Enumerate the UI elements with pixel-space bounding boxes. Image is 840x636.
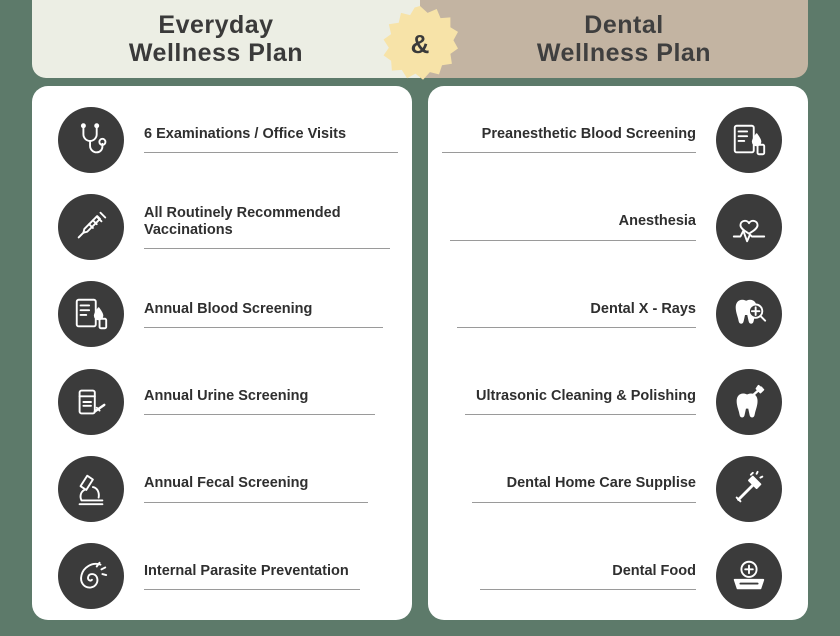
heart-monitor-icon [716, 194, 782, 260]
divider [144, 248, 390, 249]
stethoscope-icon [58, 107, 124, 173]
divider [144, 152, 398, 153]
list-item-content [140, 126, 402, 153]
divider [465, 414, 696, 415]
list-item-label: Internal Parasite Preventation [144, 562, 349, 579]
list-item-content [438, 563, 700, 590]
right-plan-title-line1: Dental [584, 11, 664, 39]
list-item-label: Dental Food [612, 562, 696, 579]
syringe-icon [58, 194, 124, 260]
food-bowl-icon [716, 543, 782, 609]
list-item-content [140, 475, 402, 502]
list-item-content [140, 301, 402, 328]
list-item-content [438, 301, 700, 328]
list-item[interactable] [32, 271, 412, 358]
toothbrush-icon [716, 456, 782, 522]
list-item-content [140, 563, 402, 590]
ampersand-starburst [382, 6, 458, 82]
list-item-label: Preanesthetic Blood Screening [481, 125, 696, 142]
list-item[interactable] [428, 183, 808, 270]
list-item[interactable] [428, 96, 808, 183]
urine-sample-icon [58, 369, 124, 435]
list-item-content [438, 475, 700, 502]
divider [144, 502, 368, 503]
microscope-icon [58, 456, 124, 522]
divider [144, 589, 360, 590]
divider [457, 327, 696, 328]
list-item-label: 6 Examinations / Office Visits [144, 125, 347, 142]
list-item-label: Annual Blood Screening [144, 300, 313, 317]
divider [144, 327, 383, 328]
left-plan-title-line1: Everyday [158, 11, 274, 39]
list-item[interactable] [32, 183, 412, 270]
list-item[interactable] [428, 445, 808, 532]
ampersand-label: & [410, 28, 430, 59]
list-item-label: Annual Fecal Screening [144, 475, 309, 492]
tooth-scaler-icon [716, 369, 782, 435]
parasite-icon [58, 543, 124, 609]
blood-test-icon [716, 107, 782, 173]
list-item[interactable] [32, 445, 412, 532]
list-item-label: Dental X - Rays [590, 300, 696, 317]
dental-wellness-panel [428, 86, 808, 620]
list-item[interactable] [32, 533, 412, 620]
tooth-xray-icon [716, 281, 782, 347]
left-plan-header [32, 0, 420, 78]
list-item[interactable] [32, 96, 412, 183]
list-item[interactable] [32, 358, 412, 445]
list-item[interactable] [428, 533, 808, 620]
list-item-content [438, 388, 700, 415]
right-plan-title-line2: Wellness Plan [536, 39, 712, 67]
list-item-label: Ultrasonic Cleaning & Polishing [476, 387, 696, 404]
list-item[interactable] [428, 271, 808, 358]
divider [442, 152, 696, 153]
right-plan-header [420, 0, 808, 78]
list-item-label: All Routinely Recommended Vaccinations [144, 204, 341, 238]
left-item-list [32, 86, 412, 620]
list-item-label: Dental Home Care Supplise [506, 475, 696, 492]
divider [472, 502, 696, 503]
list-item-label: Annual Urine Screening [144, 387, 309, 404]
list-item-content [140, 205, 402, 250]
blood-test-icon [58, 281, 124, 347]
list-item[interactable] [428, 358, 808, 445]
right-plan-title [537, 11, 711, 67]
divider [480, 589, 696, 590]
list-item-label: Anesthesia [618, 213, 696, 230]
left-plan-title-line2: Wellness Plan [128, 39, 304, 67]
list-item-content [438, 213, 700, 240]
list-item-content [140, 388, 402, 415]
divider [450, 240, 696, 241]
left-plan-title [129, 11, 303, 67]
divider [144, 414, 375, 415]
everyday-wellness-panel [32, 86, 412, 620]
list-item-content [438, 126, 700, 153]
right-item-list [428, 86, 808, 620]
